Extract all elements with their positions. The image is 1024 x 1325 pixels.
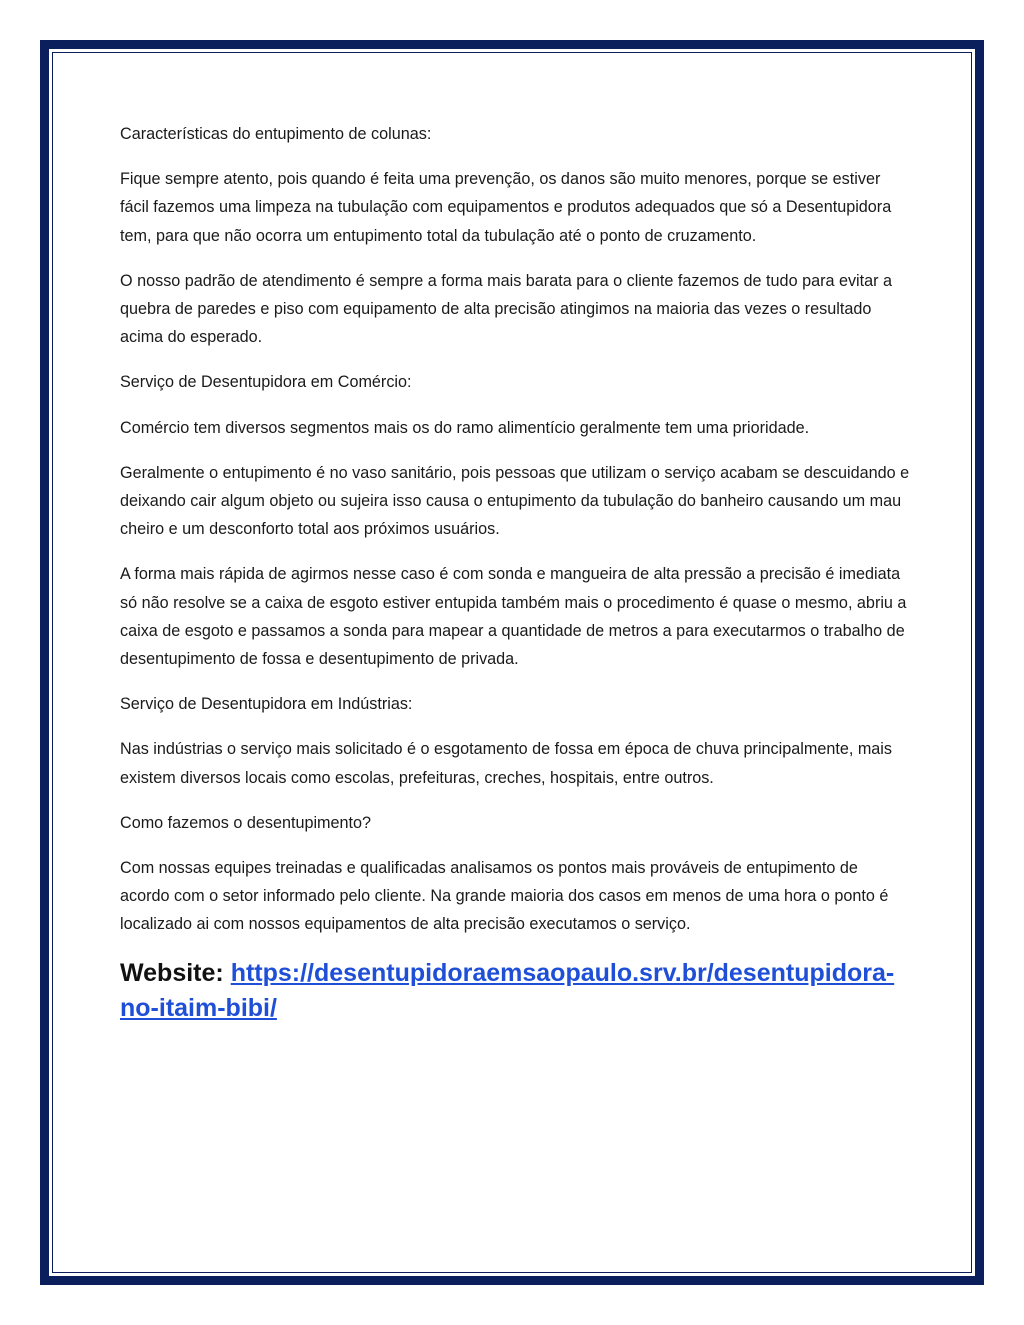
paragraph-heading-comercio: Serviço de Desentupidora em Comércio:: [120, 373, 412, 392]
paragraph-heading-como-fazemos: Como fazemos o desentupimento?: [120, 813, 372, 832]
paragraph-equipes: Com nossas equipes treinadas e qualificadas analisamos os pontos mais prováveis de entupimento de acordo com o setor informado pelo cliente. Na grande maioria dos casos em menos de uma hora o ponto é localizado ai com nossos equipamentos de alta precisão executamos o serviço.: [120, 859, 889, 934]
paragraph-prevencao: Fique sempre atento, pois quando é feita uma prevenção, os danos são muito menores, porque se estiver fácil fazemos uma limpeza na tubulação com equipamentos e produtos adequados que só a Desentupidora tem, para que não ocorra um entupimento total da tubulação até o ponto de cruzamento.: [120, 170, 892, 245]
paragraph-heading-colunas: Características do entupimento de colunas:: [120, 125, 432, 143]
paragraph-heading-industrias: Serviço de Desentupidora em Indústrias:: [120, 695, 413, 714]
paragraph-comercio: Comércio tem diversos segmentos mais os do ramo alimentício geralmente tem uma prioridade.: [120, 418, 810, 437]
website-line: [120, 956, 920, 1026]
paragraph-forma-rapida: A forma mais rápida de agirmos nesse caso é com sonda e mangueira de alta pressão a precisão é imediata só não resolve se a caixa de esgoto estiver entupida também mais o procedimento é quase o mesmo, abriu a caixa de esgoto e passamos a sonda para mapear a quantidade de metros a para executarmos o trabalho de desentupimento de fossa e desentupimento de privada.: [120, 565, 907, 669]
paragraph-industrias: Nas indústrias o serviço mais solicitado é o esgotamento de fossa em época de chuva principalmente, mais existem diversos locais como escolas, prefeituras, creches, hospitais, entre outros.: [120, 740, 892, 787]
website-link[interactable]: https://desentupidoraemsaopaulo.srv.br/desentupidora-no-itaim-bibi/: [120, 958, 895, 1022]
document-body: [120, 120, 910, 1026]
paragraph-vaso-sanitario: Geralmente o entupimento é no vaso sanitário, pois pessoas que utilizam o serviço acabam se descuidando e deixando cair algum objeto ou sujeira isso causa o entupimento da tubulação do banheiro causando um mau cheiro e um desconforto total aos próximos usuários.: [120, 463, 910, 539]
website-label: Website:: [120, 958, 224, 987]
paragraph-padrao-atendimento: O nosso padrão de atendimento é sempre a forma mais barata para o cliente fazemos de tudo para evitar a quebra de paredes e piso com equipamento de alta precisão atingimos na maioria das vezes o resultado acima do esperado.: [120, 271, 893, 347]
